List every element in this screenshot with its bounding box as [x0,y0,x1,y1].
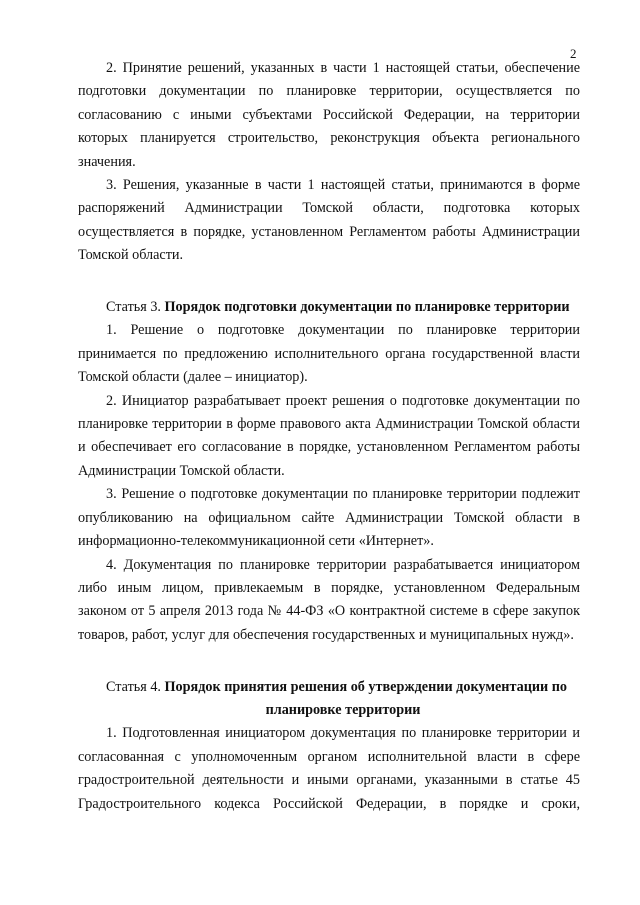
paragraph: 1. Решение о подготовке документации по планировке территории принимается по предложению исполнительного органа государственной власти Томской области (далее – инициатор). [78,322,580,386]
paragraph: 2. Инициатор разрабатывает проект решения о подготовке документации по планировке территории в форме правового акта Администрации Томской области и обеспечивает его согласование в порядке, установленном Регламентом работы Администрации Томской области. [78,392,580,479]
article-4-heading [78,676,580,699]
paragraph: 1. Подготовленная инициатором документация по планировке территории и согласованная с уполномоченным органом исполнительной власти в сфере градостроительной деятельности и иными органами, указанными в статье 45 Градостроительного кодекса Российской Федерации, в порядке и сроки, [78,725,580,812]
article-4-title-line1: Порядок принятия решения об утверждении документации по [164,678,568,695]
article-4-label: Статья 4. [106,678,165,695]
paragraph: 3. Решение о подготовке документации по планировке территории подлежит опубликованию на официальном сайте Администрации Томской области в информационно-телекоммуникационной сети «Интернет». [78,486,580,550]
article-4-title-line2: планировке территории [265,701,421,718]
article-3-label: Статья 3. [106,299,165,316]
paragraph: 2. Принятие решений, указанных в части 1 настоящей статьи, обеспечение подготовки документации по планировке территории, осуществляется по согласованию с иными субъектами Российской Федерации, на территории которых планируется строительство, реконструкция объекта регионального значения. [78,60,580,170]
document-page [78,57,580,816]
article-4-title-continued [78,699,580,722]
article-3-heading [78,296,580,319]
paragraph: 3. Решения, указанные в части 1 настоящей статьи, принимаются в форме распоряжений Администрации Томской области, подготовка которых осуществляется в порядке, установленном Регламентом работы Администрации Томской области. [78,177,580,264]
page-number: 2 [570,46,577,61]
article-3-title: Порядок подготовки документации по планировке территории [164,299,570,316]
paragraph: 4. Документация по планировке территории разрабатывается инициатором либо иным лицом, привлекаемым в порядке, установленном Федеральным законом от 5 апреля 2013 года № 44-ФЗ «О контрактной системе в сфере закупок товаров, работ, услуг для обеспечения государственных и муниципальных нужд». [78,556,580,643]
spacer [78,268,580,291]
spacer [78,647,580,670]
